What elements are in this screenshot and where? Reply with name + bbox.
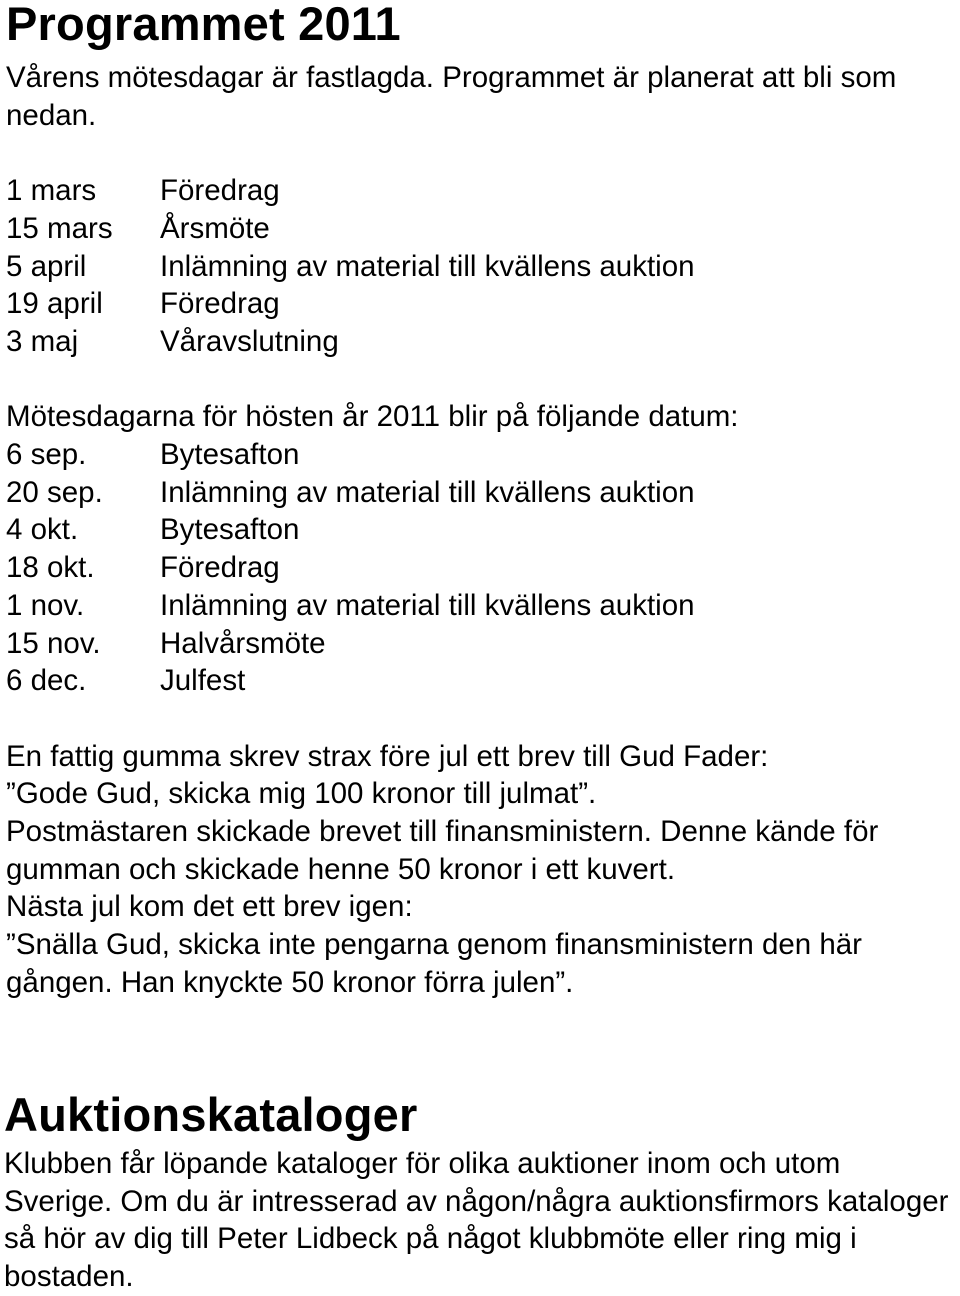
schedule-date: 6 sep. [6, 438, 87, 471]
schedule-row [6, 549, 956, 587]
schedule-row [6, 587, 956, 625]
schedule-row [6, 662, 956, 700]
schedule-date: 20 sep. [6, 475, 103, 509]
schedule-event: Föredrag [160, 551, 280, 585]
program-title: Programmet 2011 [6, 0, 401, 50]
story-quote: ”Gode Gud, skicka mig 100 kronor till julmat”. [6, 777, 597, 811]
catalogs-text: Klubben får löpande kataloger för olika auktioner inom och utom Sverige. Om du är intresserad av någon/några auktionsfirmors kataloger så hör av dig till Peter Lidbeck på något klubbmöte eller ring mig i bostaden. [4, 1147, 949, 1294]
story-line: En fattig gumma skrev strax före jul ett brev till Gud Fader: [6, 739, 769, 773]
schedule-event: Föredrag [160, 174, 280, 208]
christmas-story [6, 738, 956, 1002]
catalogs-title: Auktionskataloger [4, 1088, 418, 1141]
story-line: Postmästaren skickade brevet till finansministern. Denne kände för gumman och skickade henne 50 kronor i ett kuvert. [6, 815, 879, 886]
autumn-heading: Mötesdagarna för hösten år 2011 blir på följande datum: [6, 400, 739, 434]
schedule-date: 5 april [6, 249, 87, 283]
schedule-row [6, 511, 956, 549]
schedule-row [6, 474, 956, 512]
document-page [6, 0, 956, 1002]
schedule-row [6, 172, 956, 210]
spring-schedule [6, 172, 956, 361]
schedule-row [6, 285, 956, 323]
schedule-row [6, 323, 956, 361]
schedule-date: 3 maj [6, 324, 79, 358]
schedule-event: Våravslutning [160, 324, 339, 358]
autumn-schedule [6, 436, 956, 700]
schedule-event: Inlämning av material till kvällens auktion [160, 475, 695, 509]
schedule-event: Bytesafton [160, 513, 300, 547]
schedule-date: 19 april [6, 287, 103, 321]
schedule-row [6, 248, 956, 286]
schedule-event: Föredrag [160, 287, 280, 321]
story-quote: ”Snälla Gud, skicka inte pengarna genom finansministern den här gången. Han knyckte 50 kronor förra julen”. [6, 928, 862, 999]
schedule-date: 1 nov. [6, 588, 85, 622]
schedule-event: Halvårsmöte [160, 626, 326, 660]
schedule-event: Årsmöte [160, 211, 270, 245]
schedule-date: 1 mars [6, 174, 97, 208]
program-intro: Vårens mötesdagar är fastlagda. Programmet är planerat att bli som nedan. [6, 61, 897, 132]
schedule-event: Bytesafton [160, 438, 300, 471]
schedule-row [6, 210, 956, 248]
schedule-event: Julfest [160, 664, 246, 698]
schedule-date: 6 dec. [6, 664, 87, 698]
schedule-row [6, 436, 956, 474]
catalogs-section [4, 1085, 954, 1296]
story-line: Nästa jul kom det ett brev igen: [6, 890, 413, 924]
schedule-row [6, 625, 956, 663]
schedule-date: 4 okt. [6, 513, 79, 547]
schedule-date: 15 mars [6, 211, 113, 245]
schedule-date: 15 nov. [6, 626, 101, 660]
schedule-event: Inlämning av material till kvällens auktion [160, 588, 695, 622]
schedule-date: 18 okt. [6, 551, 95, 585]
schedule-event: Inlämning av material till kvällens auktion [160, 249, 695, 283]
